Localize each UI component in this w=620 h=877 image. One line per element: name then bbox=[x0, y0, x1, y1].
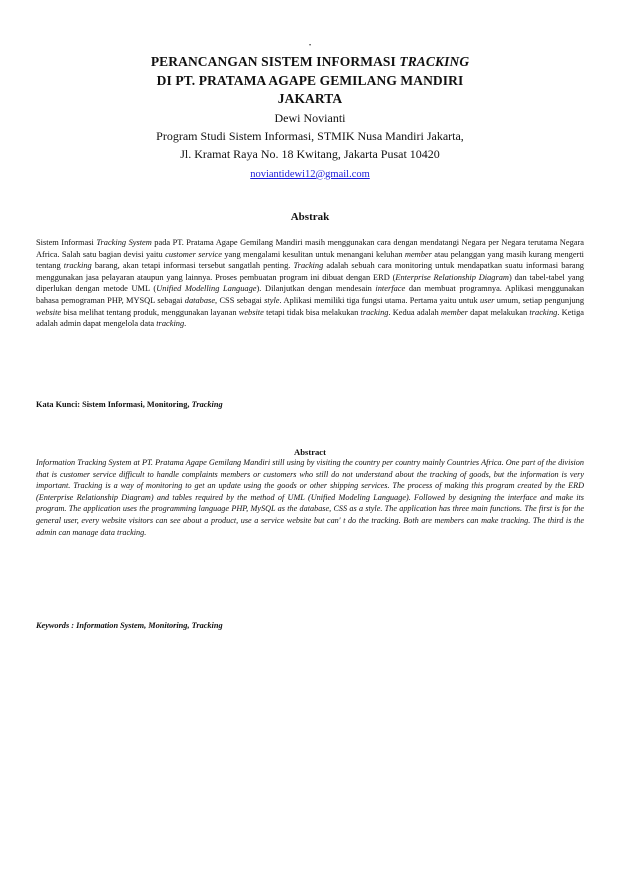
abstrak-segment: bisa melihat tentang produk, menggunakan layanan bbox=[61, 307, 239, 317]
abstrak-segment: Unified Modelling Language bbox=[156, 284, 257, 294]
title-line-1-text: PERANCANGAN SISTEM INFORMASI bbox=[150, 54, 400, 69]
paper-title bbox=[0, 53, 620, 109]
author-name: Dewi Novianti bbox=[274, 111, 346, 125]
kata-kunci-italic: Tracking bbox=[191, 400, 223, 409]
page-mark: • bbox=[308, 43, 312, 49]
title-line-3: JAKARTA bbox=[277, 91, 343, 106]
abstrak-segment: umum, setiap pengunjung bbox=[494, 295, 585, 305]
abstract-heading: Abstract bbox=[294, 447, 326, 457]
abstrak-segment: pada PT. Pratama Agape Gemilang Mandiri masih menggunakan cara dengan mendatangi Negara per Negara terutama Negara Africa. Salah satu bagian devisi yaitu bbox=[36, 238, 584, 259]
title-line-1-italic: TRACKING bbox=[399, 54, 470, 69]
author-address: Jl. Kramat Raya No. 18 Kwitang, Jakarta Pusat 10420 bbox=[180, 147, 440, 162]
abstrak-segment: Tracking System bbox=[96, 238, 152, 247]
author-affiliation: Program Studi Sistem Informasi, STMIK Nusa Mandiri Jakarta, bbox=[156, 129, 464, 144]
abstrak-segment: Sistem Informasi bbox=[36, 238, 97, 247]
author-block bbox=[0, 109, 620, 184]
abstrak-segment: interface bbox=[375, 284, 406, 294]
abstrak-segment: website bbox=[238, 307, 264, 317]
abstract-paragraph: Information Tracking System at PT. Pratama Agape Gemilang Mandiri still using by visiting the country per country mainly Countries Africa. One part of the division that is customer service difficult to handle complaints members or customers who still do not understand about the tracking of goods, but the information is very important. Tracking is a way of monitoring to get an update using the goods or other shipping services. The process of making this program created by the ERD (Enterprise Relationship Diagram) and tables required by the method of UML (Unified Modeling Language). Followed by designing the interface and make its program. The application uses the programming language PHP, MySQL as the database, CSS as a style. The application has three main functions. The first is for the general user, every website visitors can see about a product, use a service website but can' t do the tracking. Both are members can make tracking. The third is the admin can manage data tracking. bbox=[36, 458, 584, 537]
abstrak-segment: tracking bbox=[63, 261, 92, 271]
abstrak-segment: customer service bbox=[165, 249, 222, 259]
abstrak-segment: Enterprise Relationship Diagram bbox=[395, 272, 509, 282]
author-email-link[interactable]: noviantidewi12@gmail.com bbox=[250, 168, 370, 180]
abstrak-segment: barang, akan tetapi informasi tersebut sangatlah penting. bbox=[91, 261, 294, 271]
abstrak-segment: adalah sebuah cara monitoring untuk mendapatkan suatu informasi barang menggunakan jasa pelayaran ataupun yang lainnya. Proses pembuatan program ini dibuat dengan ERD ( bbox=[36, 261, 584, 282]
abstrak-segment: ) dan tabel-tabel yang diperlukan dengan metode UML ( bbox=[36, 272, 584, 294]
abstrak-heading: Abstrak bbox=[290, 211, 330, 223]
title-line-1 bbox=[0, 53, 620, 72]
kata-kunci bbox=[36, 400, 223, 409]
abstrak-segment: member bbox=[440, 307, 468, 317]
abstrak-segment: . bbox=[184, 319, 187, 329]
title-line-2: DI PT. PRATAMA AGAPE GEMILANG MANDIRI bbox=[156, 72, 464, 88]
abstrak-segment: Tracking bbox=[293, 261, 324, 271]
abstrak-segment: dapat melakukan bbox=[467, 307, 530, 317]
abstrak-segment: tracking bbox=[360, 307, 389, 317]
abstrak-segment: user bbox=[480, 295, 495, 305]
abstrak-segment: yang mengalami kesulitan untuk menangani keluhan bbox=[221, 249, 405, 259]
abstrak-segment: . Kedua adalah bbox=[388, 307, 441, 317]
abstrak-segment: , CSS sebagai bbox=[215, 295, 265, 305]
abstrak-segment: . Ketiga adalah admin dapat mengelola data bbox=[36, 307, 584, 329]
abstrak-segment: tetapi tidak bisa melakukan bbox=[263, 307, 361, 317]
abstrak-segment: website bbox=[36, 307, 62, 317]
abstrak-paragraph bbox=[36, 237, 584, 330]
abstrak-segment: . Aplikasi memiliki tiga fungsi utama. Pertama yaitu untuk bbox=[279, 295, 481, 305]
abstrak-segment: style bbox=[264, 295, 280, 305]
kata-kunci-values: Sistem Informasi, Monitoring, bbox=[82, 400, 192, 409]
abstrak-segment: database bbox=[184, 295, 216, 305]
abstrak-segment: member bbox=[404, 249, 432, 259]
abstrak-segment: ). Dilanjutkan dengan mendesain bbox=[256, 284, 376, 294]
abstrak-segment: tracking bbox=[156, 319, 185, 329]
abstrak-segment: tracking bbox=[529, 307, 558, 317]
abstrak-segment: dan membuat programnya. Aplikasi menggunakan bahasa pemograman PHP, MYSQL sebagai bbox=[36, 284, 585, 305]
abstrak-segment: atau pelanggan yang masih kurang mengerti tentang bbox=[36, 249, 585, 271]
kata-kunci-label: Kata Kunci: bbox=[36, 400, 83, 409]
keywords: Keywords : Information System, Monitoring, Tracking bbox=[36, 621, 223, 630]
